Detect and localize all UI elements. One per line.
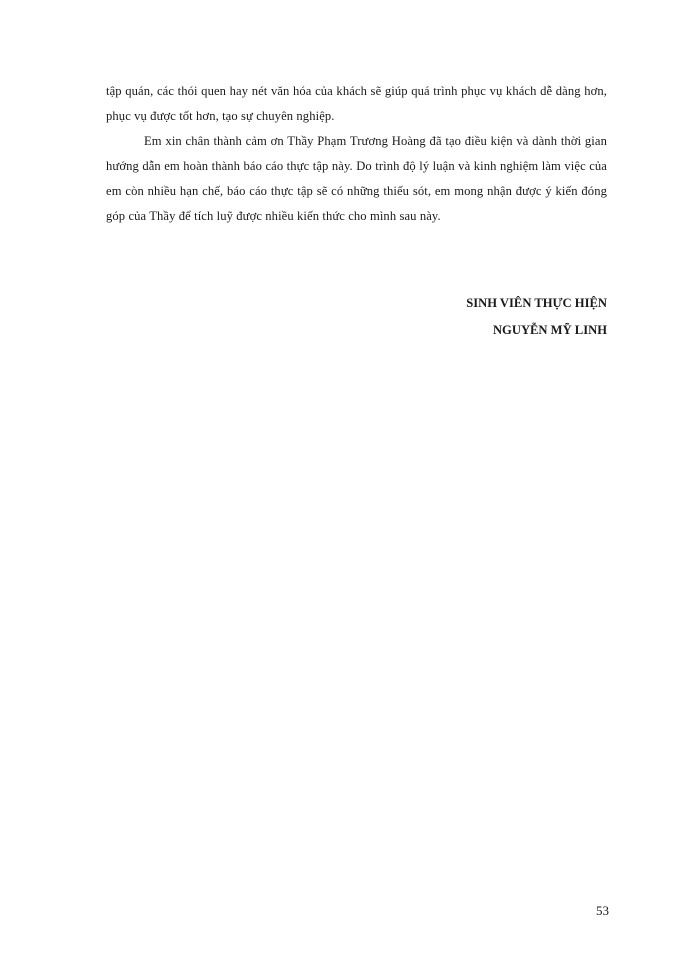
signature-role: SINH VIÊN THỰC HIỆN (466, 296, 607, 310)
paragraph-acknowledgement: Em xin chân thành cảm ơn Thầy Phạm Trương Hoàng đã tạo điều kiện và dành thời gian hướng dẫn em hoàn thành báo cáo thực tập này. Do trình độ lý luận và kinh nghiệm làm việc của em còn nhiều hạn chế, báo cáo thực tập sẽ có những thiếu sót, em mong nhận được ý kiến đóng góp của Thầy để tích luỹ được nhiều kiến thức cho mình sau này. (106, 134, 607, 223)
page-number: 53 (596, 903, 609, 918)
paragraph-continuation: tập quán, các thói quen hay nét văn hóa của khách sẽ giúp quá trình phục vụ khách dễ dàng hơn, phục vụ được tốt hơn, tạo sự chuyên nghiệp. (106, 84, 607, 123)
signature-name: NGUYỄN MỸ LINH (492, 323, 607, 337)
body-text (106, 79, 607, 229)
signature-block (466, 290, 607, 344)
